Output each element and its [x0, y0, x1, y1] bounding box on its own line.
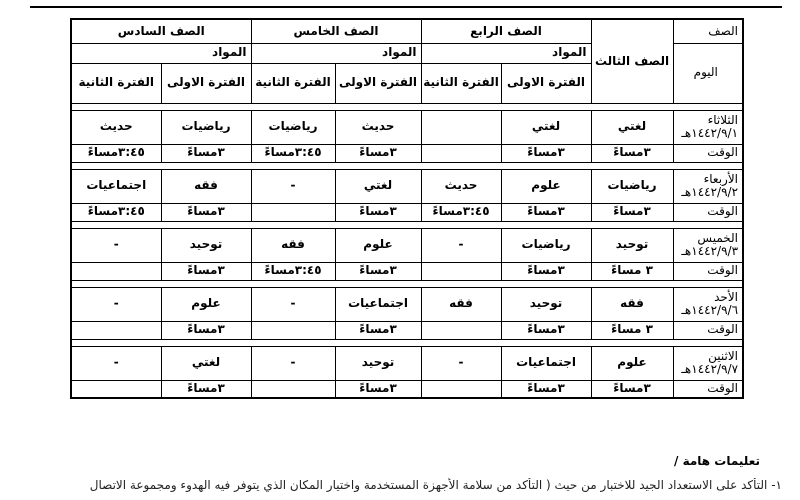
grade6-subject-first: لغتي	[161, 346, 251, 380]
day-row	[71, 287, 743, 321]
grade4-subject-second	[421, 110, 501, 144]
day-name: الخميس	[697, 230, 739, 245]
day-cell	[673, 346, 743, 380]
grade6-subject-second: حديث	[71, 110, 161, 144]
grade3-subject: توحيد	[591, 228, 673, 262]
grade4-time-second	[421, 144, 501, 162]
grade5-subject-first: لغتي	[335, 169, 421, 203]
grade3-header: الصف الثالث	[591, 19, 673, 103]
grade6-subject-first: علوم	[161, 287, 251, 321]
grade5-header: الصف الخامس	[251, 19, 421, 43]
spacer	[71, 103, 743, 110]
grade6-subjects-label: المواد	[71, 43, 251, 63]
grade3-time: ٣مساءً	[591, 203, 673, 221]
grade3-time: ٣مساءً	[591, 144, 673, 162]
grade4-time-second	[421, 321, 501, 339]
instruction-line: ١- التأكد على الاستعداد الجيد للاختبار من حيث ( التأكد من سلامة الأجهزة المستخدمة واختيار المكان الذي يتوفر فيه الهدوء ومجموعة الاتصال	[89, 478, 782, 492]
grade3-time: ٣ مساءً	[591, 321, 673, 339]
day-cell	[673, 287, 743, 321]
grade5-subject-second: -	[251, 346, 335, 380]
grade6-period-second: الفترة الثانية	[71, 63, 161, 103]
grade5-subject-second: -	[251, 287, 335, 321]
grade4-subject-first: علوم	[501, 169, 591, 203]
time-label: الوقت	[673, 262, 743, 280]
grade6-subject-second: -	[71, 228, 161, 262]
grade4-subject-first: رياضيات	[501, 228, 591, 262]
day-name: الثلاثاء	[707, 112, 739, 127]
grade4-subject-second: -	[421, 228, 501, 262]
grade5-time-second	[251, 203, 335, 221]
grade4-time-first: ٣مساءً	[501, 380, 591, 398]
grade4-subjects-label: المواد	[421, 43, 591, 63]
grade6-subject-first: توحيد	[161, 228, 251, 262]
grade5-subject-first: اجتماعيات	[335, 287, 421, 321]
day-column-header: اليوم	[673, 43, 743, 103]
grade4-time-second	[421, 380, 501, 398]
day-cell	[673, 169, 743, 203]
grade6-time-second	[71, 380, 161, 398]
spacer	[71, 339, 743, 346]
day-row	[71, 110, 743, 144]
grade4-header: الصف الرابع	[421, 19, 591, 43]
grade6-subject-second: اجتماعيات	[71, 169, 161, 203]
schedule-table-wrapper	[70, 18, 742, 399]
exam-schedule-table	[70, 18, 744, 399]
grade6-time-second: ٣:٤٥مساءً	[71, 144, 161, 162]
grade3-subject: فقه	[591, 287, 673, 321]
grade6-time-second	[71, 262, 161, 280]
grade5-subject-first: علوم	[335, 228, 421, 262]
grade6-time-second: ٣:٤٥مساءً	[71, 203, 161, 221]
grade5-subject-first: حديث	[335, 110, 421, 144]
top-rule	[30, 6, 782, 8]
grade4-subject-second: حديث	[421, 169, 501, 203]
grade5-period-second: الفترة الثانية	[251, 63, 335, 103]
day-date: ١٤٤٢/٩/٧هـ	[681, 362, 739, 376]
grade5-time-second: ٣:٤٥مساءً	[251, 144, 335, 162]
time-row	[71, 262, 743, 280]
spacer	[71, 280, 743, 287]
grade5-time-second: ٣:٤٥مساءً	[251, 262, 335, 280]
grade6-time-first: ٣مساءً	[161, 380, 251, 398]
grade4-subject-second: -	[421, 346, 501, 380]
day-row	[71, 169, 743, 203]
time-label: الوقت	[673, 380, 743, 398]
grade3-subject: علوم	[591, 346, 673, 380]
day-cell	[673, 228, 743, 262]
grade4-period-second: الفترة الثانية	[421, 63, 501, 103]
day-row	[71, 228, 743, 262]
day-row	[71, 346, 743, 380]
grade6-header: الصف السادس	[71, 19, 251, 43]
day-name: الأحد	[714, 289, 739, 304]
day-date: ١٤٤٢/٩/٦هـ	[681, 303, 739, 317]
time-row	[71, 380, 743, 398]
spacer	[71, 221, 743, 228]
grade6-subject-first: رياضيات	[161, 110, 251, 144]
grade4-subject-first: اجتماعيات	[501, 346, 591, 380]
grade4-time-first: ٣مساءً	[501, 203, 591, 221]
grade-column-header: الصف	[673, 19, 743, 43]
grade3-subject: لغتي	[591, 110, 673, 144]
day-cell	[673, 110, 743, 144]
grade4-subject-second: فقه	[421, 287, 501, 321]
grade6-time-second	[71, 321, 161, 339]
grade5-time-second	[251, 321, 335, 339]
grade4-time-second	[421, 262, 501, 280]
grade4-time-second: ٣:٤٥مساءً	[421, 203, 501, 221]
time-label: الوقت	[673, 144, 743, 162]
grade5-time-first: ٣مساءً	[335, 203, 421, 221]
time-label: الوقت	[673, 321, 743, 339]
important-notes-heading: تعليمات هامة /	[674, 454, 760, 468]
grade4-period-first: الفترة الاولى	[501, 63, 591, 103]
time-label: الوقت	[673, 203, 743, 221]
day-date: ١٤٤٢/٩/١هـ	[681, 126, 739, 140]
day-name: الأربعاء	[703, 171, 739, 186]
grade5-time-first: ٣مساءً	[335, 144, 421, 162]
grade5-time-first: ٣مساءً	[335, 380, 421, 398]
grade4-subject-first: توحيد	[501, 287, 591, 321]
grade5-time-second	[251, 380, 335, 398]
day-date: ١٤٤٢/٩/٢هـ	[681, 185, 739, 199]
grade4-time-first: ٣مساءً	[501, 321, 591, 339]
time-row	[71, 203, 743, 221]
grade5-subject-second: فقه	[251, 228, 335, 262]
grade5-time-first: ٣مساءً	[335, 321, 421, 339]
day-name: الاثنين	[708, 348, 739, 363]
grade6-subject-second: -	[71, 287, 161, 321]
grade6-subject-second: -	[71, 346, 161, 380]
grade6-time-first: ٣مساءً	[161, 203, 251, 221]
grade3-subject: رياضيات	[591, 169, 673, 203]
time-row	[71, 321, 743, 339]
grade6-period-first: الفترة الاولى	[161, 63, 251, 103]
grade4-subject-first: لغتي	[501, 110, 591, 144]
grade4-time-first: ٣مساءً	[501, 262, 591, 280]
grade6-subject-first: فقه	[161, 169, 251, 203]
grade4-time-first: ٣مساءً	[501, 144, 591, 162]
grade6-time-first: ٣مساءً	[161, 321, 251, 339]
grade3-time: ٣ مساءً	[591, 262, 673, 280]
grade5-subject-second: رياضيات	[251, 110, 335, 144]
grade5-time-first: ٣مساءً	[335, 262, 421, 280]
grade6-time-first: ٣مساءً	[161, 262, 251, 280]
grade5-subject-second: -	[251, 169, 335, 203]
day-date: ١٤٤٢/٩/٣هـ	[681, 244, 739, 258]
time-row	[71, 144, 743, 162]
grade3-time: ٣مساءً	[591, 380, 673, 398]
grade6-time-first: ٣مساءً	[161, 144, 251, 162]
grade5-subject-first: توحيد	[335, 346, 421, 380]
grade5-period-first: الفترة الاولى	[335, 63, 421, 103]
grade5-subjects-label: المواد	[251, 43, 421, 63]
spacer	[71, 162, 743, 169]
